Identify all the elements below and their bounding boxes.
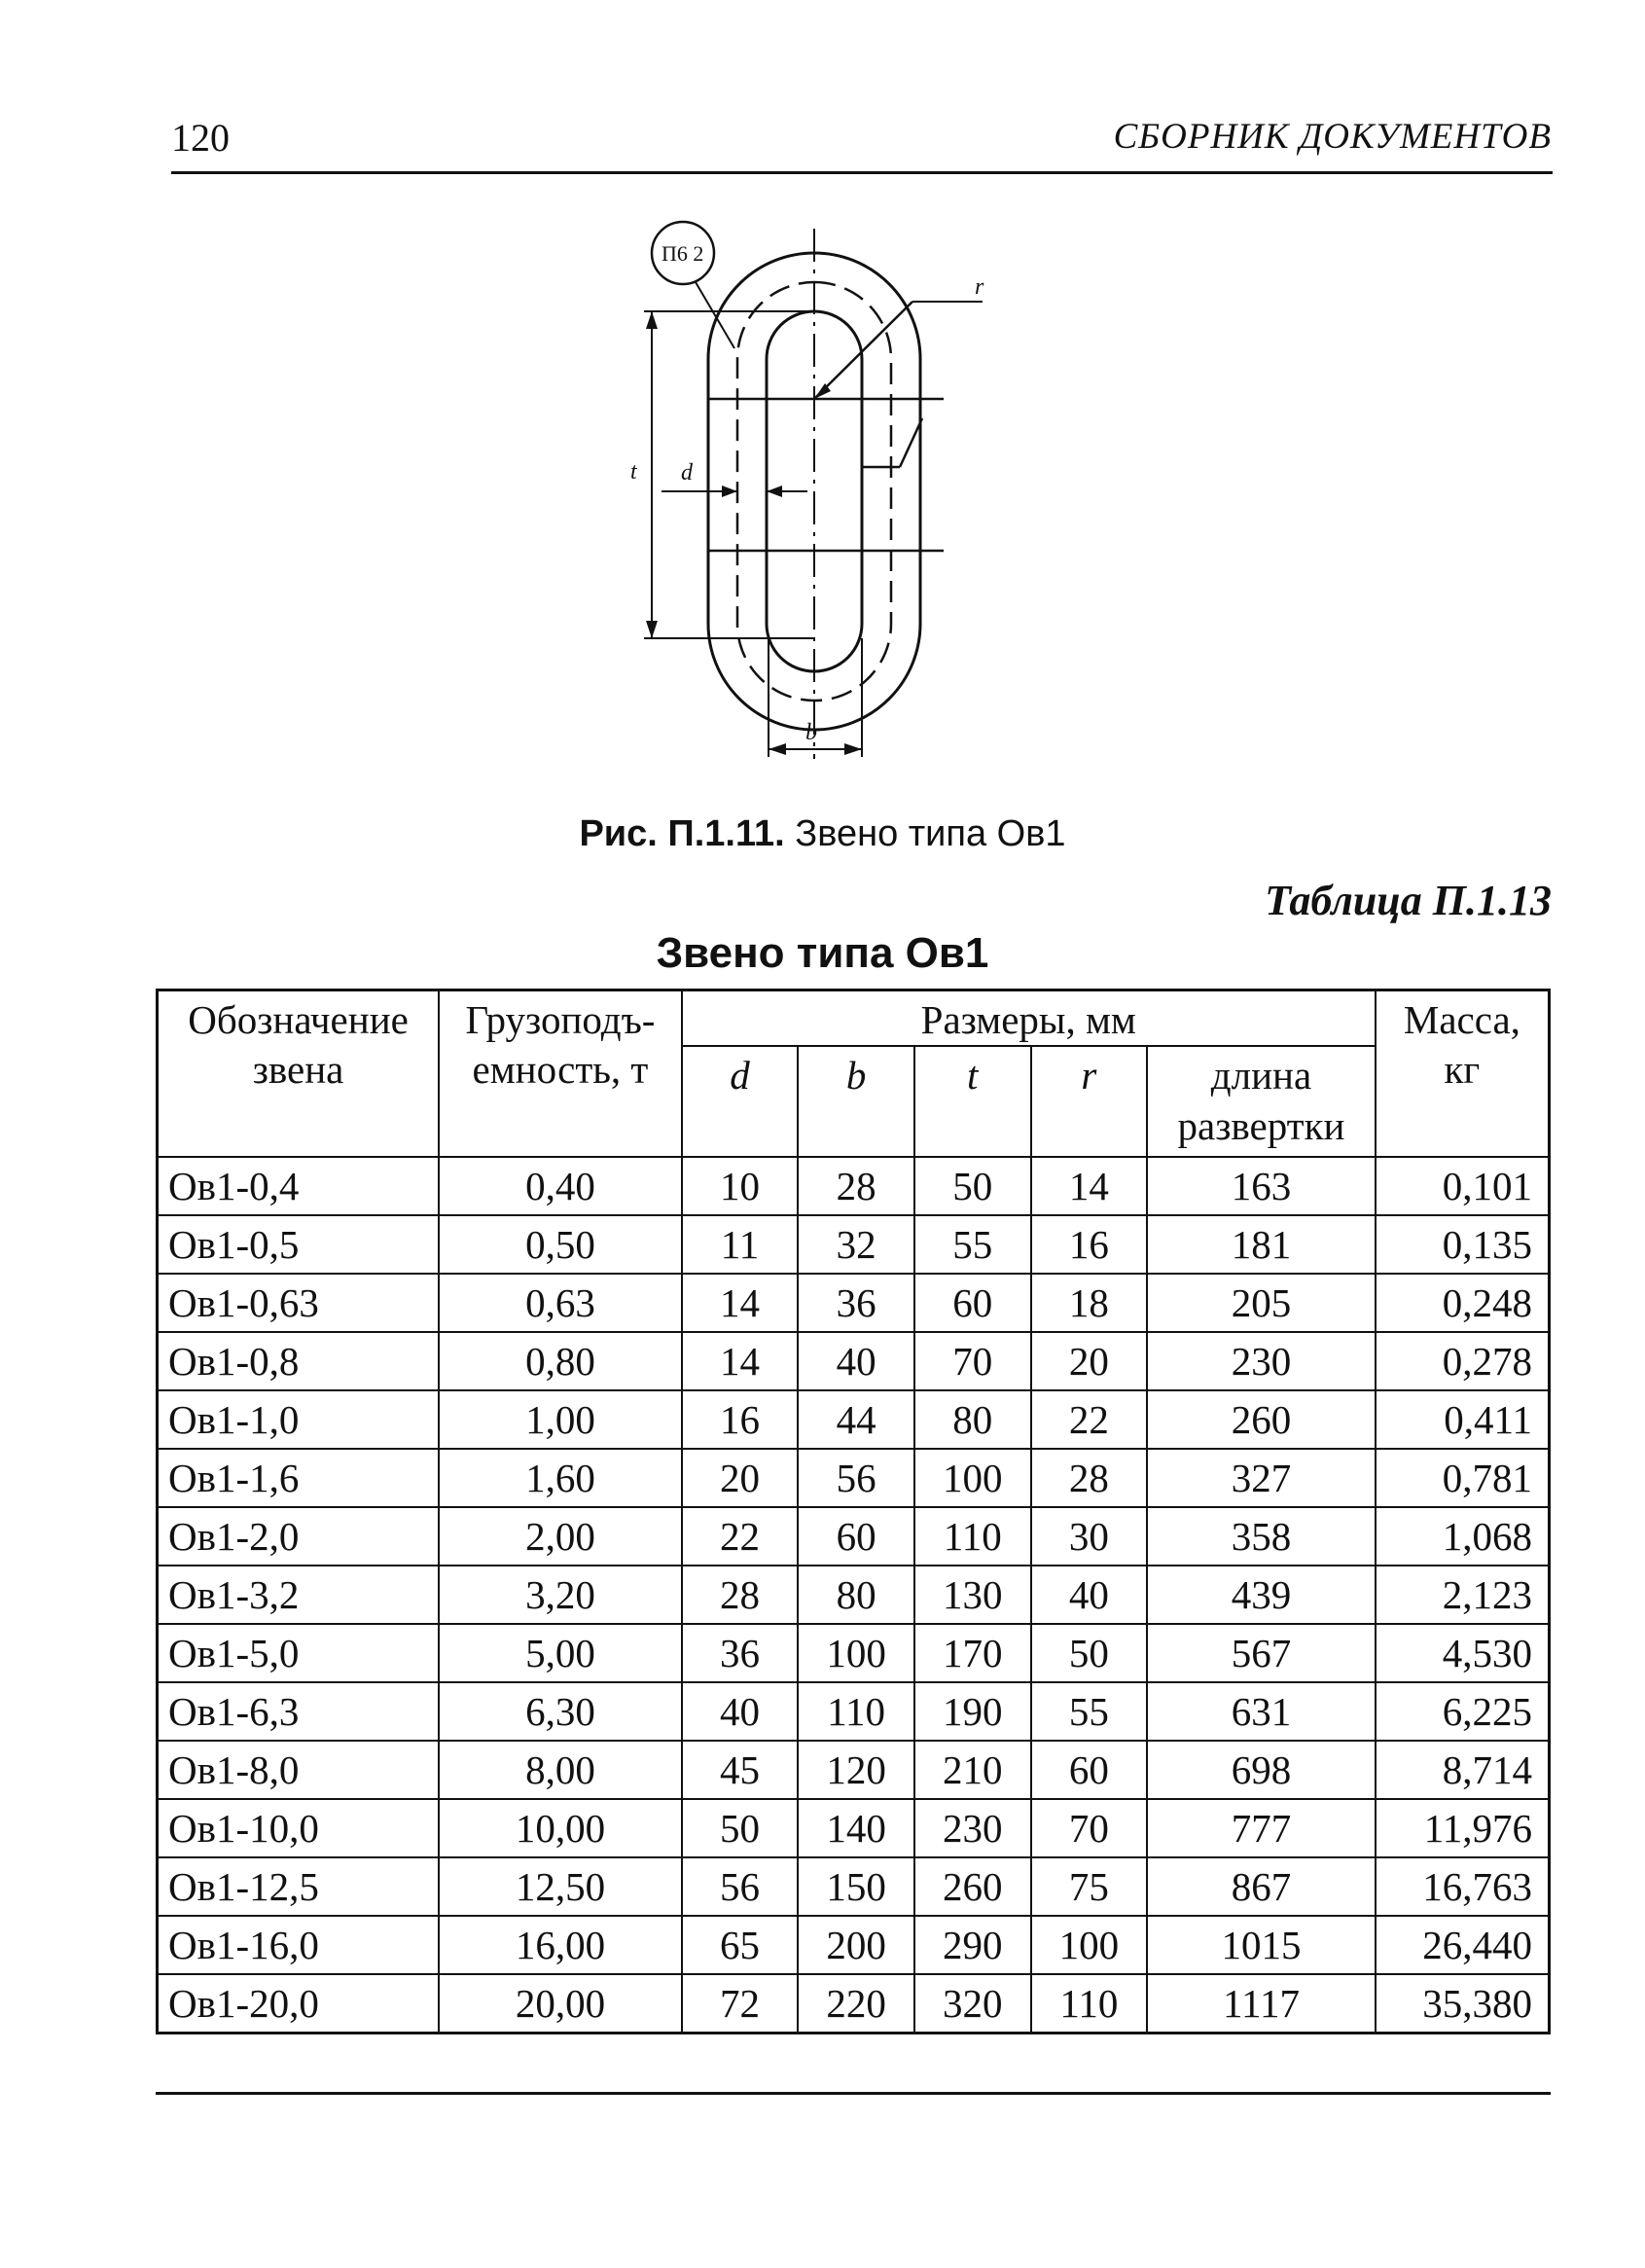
designation-cell: Ов1-2,0 xyxy=(158,1507,440,1566)
header-b: b xyxy=(798,1046,914,1157)
table-row xyxy=(158,1274,1550,1332)
b-cell: 100 xyxy=(798,1624,914,1682)
r-cell: 40 xyxy=(1031,1566,1148,1624)
table-row xyxy=(158,1741,1550,1799)
designation-cell: Ов1-8,0 xyxy=(158,1741,440,1799)
running-head: СБОРНИК ДОКУМЕНТОВ xyxy=(1113,117,1552,157)
capacity-cell: 5,00 xyxy=(439,1624,682,1682)
designation-cell: Ов1-6,3 xyxy=(158,1682,440,1741)
capacity-cell: 0,40 xyxy=(439,1157,682,1215)
t-cell: 260 xyxy=(914,1857,1031,1916)
designation-cell: Ов1-10,0 xyxy=(158,1799,440,1857)
t-cell: 80 xyxy=(914,1390,1031,1449)
link-specs-table xyxy=(156,989,1551,2034)
dim-label-d: d xyxy=(681,460,693,486)
header-mass: Масса, кг xyxy=(1376,990,1550,1158)
table-number: Таблица П.1.13 xyxy=(1265,877,1552,924)
t-cell: 130 xyxy=(914,1566,1031,1624)
mass-cell: 0,248 xyxy=(1376,1274,1550,1332)
bottom-rule xyxy=(156,2092,1551,2095)
b-cell: 32 xyxy=(798,1215,914,1274)
mass-cell: 16,763 xyxy=(1376,1857,1550,1916)
table-row xyxy=(158,1215,1550,1274)
r-cell: 22 xyxy=(1031,1390,1148,1449)
length-cell: 163 xyxy=(1147,1157,1376,1215)
mass-cell: 0,781 xyxy=(1376,1449,1550,1507)
t-cell: 230 xyxy=(914,1799,1031,1857)
mass-cell: 26,440 xyxy=(1376,1916,1550,1974)
header-rule xyxy=(171,171,1553,174)
r-cell: 50 xyxy=(1031,1624,1148,1682)
table-row xyxy=(158,1332,1550,1390)
table-row xyxy=(158,1974,1550,2034)
r-cell: 75 xyxy=(1031,1857,1148,1916)
designation-cell: Ов1-0,5 xyxy=(158,1215,440,1274)
d-cell: 16 xyxy=(682,1390,798,1449)
header-r: r xyxy=(1031,1046,1148,1157)
d-cell: 56 xyxy=(682,1857,798,1916)
table-row xyxy=(158,1799,1550,1857)
capacity-cell: 12,50 xyxy=(439,1857,682,1916)
capacity-cell: 2,00 xyxy=(439,1507,682,1566)
length-cell: 1015 xyxy=(1147,1916,1376,1974)
capacity-cell: 20,00 xyxy=(439,1974,682,2034)
d-cell: 40 xyxy=(682,1682,798,1741)
designation-cell: Ов1-12,5 xyxy=(158,1857,440,1916)
r-cell: 70 xyxy=(1031,1799,1148,1857)
r-cell: 18 xyxy=(1031,1274,1148,1332)
page-number: 120 xyxy=(171,116,230,160)
table-row xyxy=(158,1449,1550,1507)
d-cell: 28 xyxy=(682,1566,798,1624)
chain-link-drawing xyxy=(603,204,1051,798)
designation-cell: Ов1-20,0 xyxy=(158,1974,440,2034)
designation-cell: Ов1-0,4 xyxy=(158,1157,440,1215)
designation-cell: Ов1-1,6 xyxy=(158,1449,440,1507)
b-cell: 220 xyxy=(798,1974,914,2034)
t-cell: 190 xyxy=(914,1682,1031,1741)
mass-cell: 0,278 xyxy=(1376,1332,1550,1390)
length-cell: 205 xyxy=(1147,1274,1376,1332)
t-cell: 110 xyxy=(914,1507,1031,1566)
capacity-cell: 10,00 xyxy=(439,1799,682,1857)
table-row xyxy=(158,1390,1550,1449)
figure-caption-number: Рис. П.1.11. xyxy=(579,813,785,854)
b-cell: 150 xyxy=(798,1857,914,1916)
t-cell: 290 xyxy=(914,1916,1031,1974)
r-cell: 110 xyxy=(1031,1974,1148,2034)
t-cell: 210 xyxy=(914,1741,1031,1799)
t-cell: 70 xyxy=(914,1332,1031,1390)
designation-cell: Ов1-0,63 xyxy=(158,1274,440,1332)
mass-cell: 8,714 xyxy=(1376,1741,1550,1799)
table-title: Звено типа Ов1 xyxy=(656,929,989,977)
d-cell: 10 xyxy=(682,1157,798,1215)
dim-label-r: r xyxy=(975,274,984,300)
header-designation: Обозначение звена xyxy=(158,990,440,1158)
mass-cell: 4,530 xyxy=(1376,1624,1550,1682)
table-row xyxy=(158,1857,1550,1916)
r-cell: 60 xyxy=(1031,1741,1148,1799)
b-cell: 120 xyxy=(798,1741,914,1799)
b-cell: 140 xyxy=(798,1799,914,1857)
designation-cell: Ов1-3,2 xyxy=(158,1566,440,1624)
table-row xyxy=(158,1682,1550,1741)
table-body xyxy=(158,1157,1550,2034)
length-cell: 867 xyxy=(1147,1857,1376,1916)
length-cell: 327 xyxy=(1147,1449,1376,1507)
designation-cell: Ов1-0,8 xyxy=(158,1332,440,1390)
designation-cell: Ов1-1,0 xyxy=(158,1390,440,1449)
d-cell: 20 xyxy=(682,1449,798,1507)
b-cell: 28 xyxy=(798,1157,914,1215)
d-cell: 65 xyxy=(682,1916,798,1974)
r-cell: 100 xyxy=(1031,1916,1148,1974)
capacity-cell: 16,00 xyxy=(439,1916,682,1974)
b-cell: 60 xyxy=(798,1507,914,1566)
length-cell: 358 xyxy=(1147,1507,1376,1566)
capacity-cell: 0,50 xyxy=(439,1215,682,1274)
capacity-cell: 6,30 xyxy=(439,1682,682,1741)
b-cell: 56 xyxy=(798,1449,914,1507)
length-cell: 230 xyxy=(1147,1332,1376,1390)
t-cell: 60 xyxy=(914,1274,1031,1332)
figure-caption xyxy=(0,813,1645,855)
table-row xyxy=(158,1507,1550,1566)
mass-cell: 0,411 xyxy=(1376,1390,1550,1449)
d-cell: 14 xyxy=(682,1274,798,1332)
b-cell: 36 xyxy=(798,1274,914,1332)
capacity-cell: 0,63 xyxy=(439,1274,682,1332)
mass-cell: 35,380 xyxy=(1376,1974,1550,2034)
designation-cell: Ов1-16,0 xyxy=(158,1916,440,1974)
d-cell: 36 xyxy=(682,1624,798,1682)
dim-label-t: t xyxy=(630,459,637,485)
capacity-cell: 1,60 xyxy=(439,1449,682,1507)
header-sizes: Размеры, мм xyxy=(682,990,1376,1047)
length-cell: 439 xyxy=(1147,1566,1376,1624)
table-row xyxy=(158,1916,1550,1974)
mass-cell: 0,101 xyxy=(1376,1157,1550,1215)
t-cell: 100 xyxy=(914,1449,1031,1507)
r-cell: 55 xyxy=(1031,1682,1148,1741)
designation-cell: Ов1-5,0 xyxy=(158,1624,440,1682)
length-cell: 567 xyxy=(1147,1624,1376,1682)
d-cell: 14 xyxy=(682,1332,798,1390)
r-cell: 16 xyxy=(1031,1215,1148,1274)
r-cell: 20 xyxy=(1031,1332,1148,1390)
length-cell: 181 xyxy=(1147,1215,1376,1274)
capacity-cell: 1,00 xyxy=(439,1390,682,1449)
header-capacity: Грузоподъ-емность, т xyxy=(439,990,682,1158)
b-cell: 44 xyxy=(798,1390,914,1449)
capacity-cell: 3,20 xyxy=(439,1566,682,1624)
length-cell: 1117 xyxy=(1147,1974,1376,2034)
table-row xyxy=(158,1566,1550,1624)
t-cell: 50 xyxy=(914,1157,1031,1215)
mass-cell: 0,135 xyxy=(1376,1215,1550,1274)
table-row xyxy=(158,1157,1550,1215)
header-d: d xyxy=(682,1046,798,1157)
d-cell: 50 xyxy=(682,1799,798,1857)
b-cell: 200 xyxy=(798,1916,914,1974)
d-cell: 11 xyxy=(682,1215,798,1274)
mass-cell: 11,976 xyxy=(1376,1799,1550,1857)
t-cell: 170 xyxy=(914,1624,1031,1682)
d-cell: 22 xyxy=(682,1507,798,1566)
r-cell: 30 xyxy=(1031,1507,1148,1566)
b-cell: 80 xyxy=(798,1566,914,1624)
length-cell: 260 xyxy=(1147,1390,1376,1449)
length-cell: 777 xyxy=(1147,1799,1376,1857)
header-t: t xyxy=(914,1046,1031,1157)
capacity-cell: 8,00 xyxy=(439,1741,682,1799)
callout-label: П6 2 xyxy=(662,241,704,266)
table-row xyxy=(158,1624,1550,1682)
length-cell: 698 xyxy=(1147,1741,1376,1799)
r-cell: 28 xyxy=(1031,1449,1148,1507)
mass-cell: 6,225 xyxy=(1376,1682,1550,1741)
t-cell: 55 xyxy=(914,1215,1031,1274)
dim-label-b: b xyxy=(805,720,817,745)
d-cell: 72 xyxy=(682,1974,798,2034)
header-length: длина развертки xyxy=(1147,1046,1376,1157)
d-cell: 45 xyxy=(682,1741,798,1799)
t-cell: 320 xyxy=(914,1974,1031,2034)
capacity-cell: 0,80 xyxy=(439,1332,682,1390)
b-cell: 110 xyxy=(798,1682,914,1741)
figure-caption-text: Звено типа Ов1 xyxy=(784,813,1066,854)
b-cell: 40 xyxy=(798,1332,914,1390)
length-cell: 631 xyxy=(1147,1682,1376,1741)
r-cell: 14 xyxy=(1031,1157,1148,1215)
mass-cell: 2,123 xyxy=(1376,1566,1550,1624)
mass-cell: 1,068 xyxy=(1376,1507,1550,1566)
